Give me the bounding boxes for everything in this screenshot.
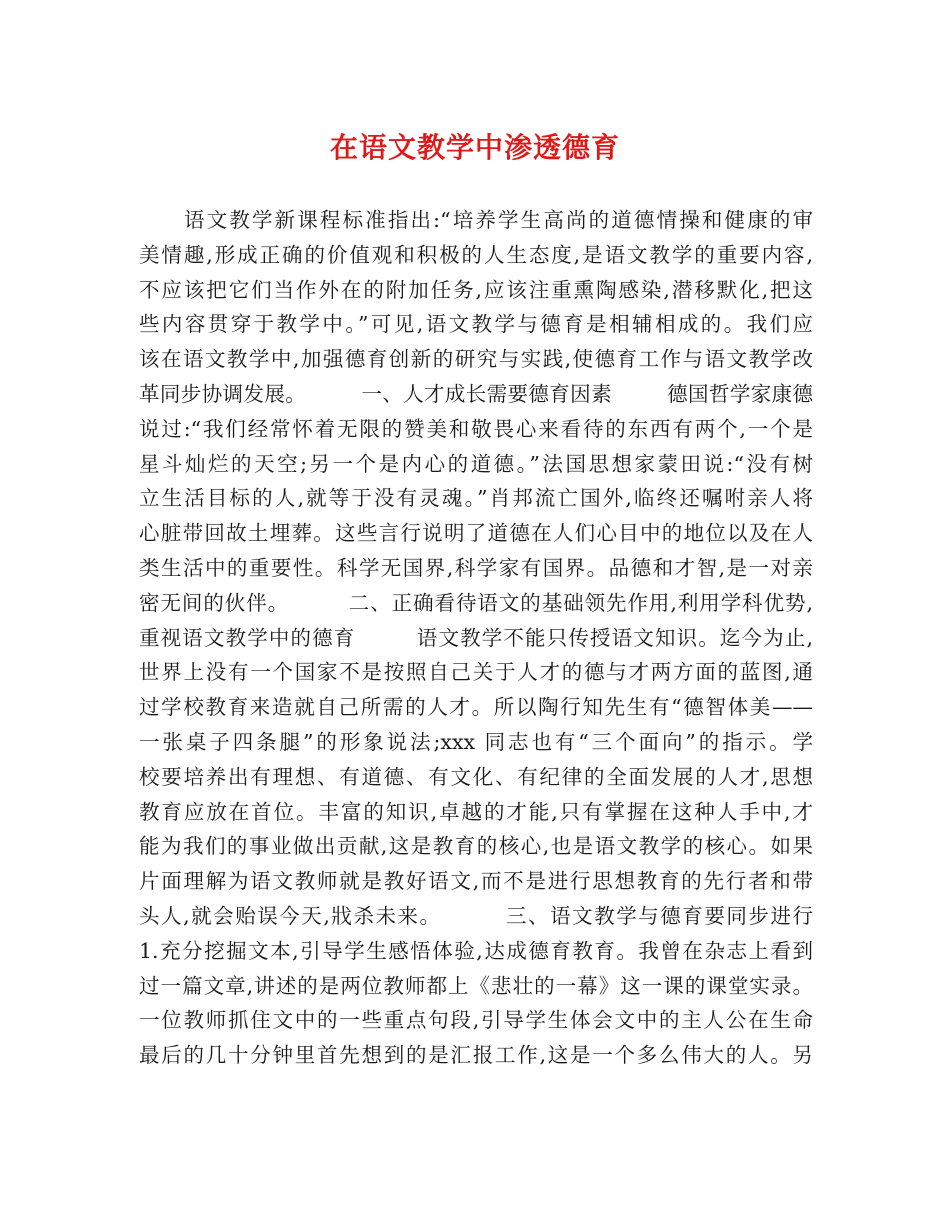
body-line: 该在语文教学中,加强德育创新的研究与实践,使德育工作与语文教学改 <box>139 347 813 372</box>
body-line: 能为我们的事业做出贡献,这是教育的核心,也是语文教学的核心。如果 <box>139 834 813 859</box>
body-line: 过一篇文章,讲述的是两位教师都上《悲壮的一幕》这一课的课堂实录。 <box>139 973 813 998</box>
body-line: 一位教师抓住文中的一些重点句段,引导学生体会文中的主人公在生命 <box>139 1008 813 1033</box>
body-line: 校要培养出有理想、有道德、有文化、有纪律的全面发展的人才,思想 <box>139 764 813 789</box>
body-line: 教育应放在首位。丰富的知识,卓越的才能,只有掌握在这种人手中,才 <box>139 799 813 824</box>
body-line: 些内容贯穿于教学中。”可见,语文教学与德育是相辅相成的。我们应 <box>139 312 813 337</box>
body-line: 说过:“我们经常怀着无限的赞美和敬畏心来看待的东西有两个,一个是 <box>139 416 813 441</box>
body-line: 美情趣,形成正确的价值观和积极的人生态度,是语文教学的重要内容, <box>139 242 813 267</box>
document-title: 在语文教学中渗透德育 <box>329 131 620 164</box>
body-line: 过学校教育来造就自己所需的人才。所以陶行知先生有“德智体美—— <box>139 695 813 720</box>
body-line: 不应该把它们当作外在的附加任务,应该注重熏陶感染,潜移默化,把这 <box>139 277 813 302</box>
document-body <box>139 203 813 1073</box>
body-line: 重视语文教学中的德育 语文教学不能只传授语文知识。迄今为止, <box>139 625 813 650</box>
body-line: 革同步协调发展。 一、人才成长需要德育因素 德国哲学家康德 <box>139 381 813 406</box>
body-line: 1.充分挖掘文本,引导学生感悟体验,达成德育教育。我曾在杂志上看到 <box>139 938 813 963</box>
body-line: 语文教学新课程标准指出:“培养学生高尚的道德情操和健康的审 <box>184 208 813 232</box>
body-line: 心脏带回故土埋葬。这些言行说明了道德在人们心目中的地位以及在人 <box>139 521 813 546</box>
body-line: 最后的几十分钟里首先想到的是汇报工作,这是一个多么伟大的人。另 <box>139 1043 813 1068</box>
body-line: 片面理解为语文教师就是教好语文,而不是进行思想教育的先行者和带 <box>139 869 813 894</box>
body-line: 密无间的伙伴。 二、正确看待语文的基础领先作用,利用学科优势, <box>139 590 813 615</box>
body-line: 一张桌子四条腿”的形象说法;xxx 同志也有“三个面向”的指示。学 <box>139 729 813 754</box>
body-line: 星斗灿烂的天空;另一个是内心的道德。”法国思想家蒙田说:“没有树 <box>139 451 813 476</box>
body-line: 头人,就会贻误今天,戕杀未来。 三、语文教学与德育要同步进行 <box>139 903 813 928</box>
body-line: 立生活目标的人,就等于没有灵魂。”肖邦流亡国外,临终还嘱咐亲人将 <box>139 486 813 511</box>
body-line: 类生活中的重要性。科学无国界,科学家有国界。品德和才智,是一对亲 <box>139 555 813 580</box>
body-line: 世界上没有一个国家不是按照自己关于人才的德与才两方面的蓝图,通 <box>139 660 813 685</box>
